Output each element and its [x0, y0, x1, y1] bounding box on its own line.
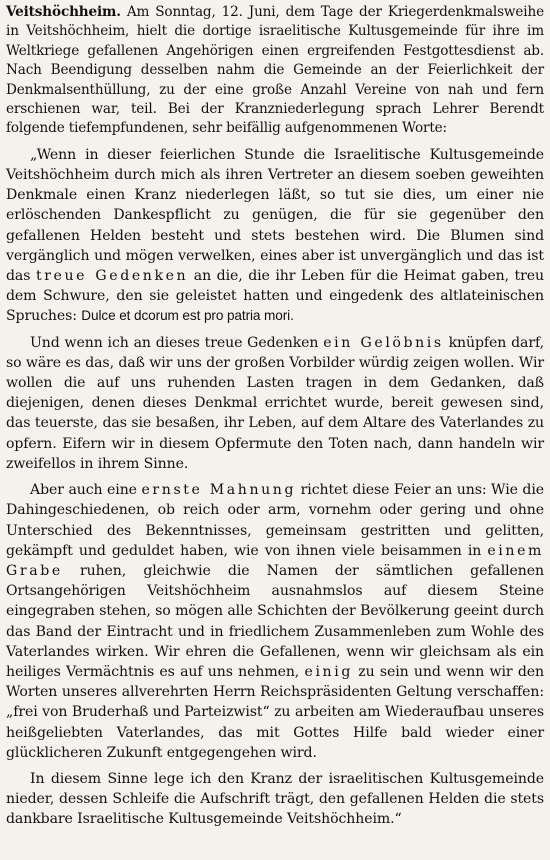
- speech-p3-text: Aber auch eine: [30, 482, 137, 499]
- latin-quote: Dulce et dcorum est pro patria mori.: [81, 308, 294, 324]
- speech-p3-emphasis-3: einig: [304, 663, 353, 680]
- intro-text: Am Sonntag, 12. Juni, dem Tage der Kriegerdenkmalsweihe in Veitshöchheim, hielt die dortige israelitische Kultusgemeinde für ihre im Weltkriege gefallenen Angehörigen einen ergreifenden Festgottesdienst ab. Nach Beendigung desselben nahm die Gemeinde an der Feierlichkeit der Denkmalsenthüllung, zu der eine große Anzahl Vereine von nah und fern erschienen war, teil. Bei der Kranzniederlegung sprach Lehrer Berendt folgende tiefempfundenen, sehr beifällig aufgenommenen Worte:: [6, 4, 545, 137]
- speech-p1-text-2: an die, die ihr Leben für die Heimat gaben, treu dem Schwure, den sie geleistet hatten und eingedenk des altlateinischen Spruches:: [6, 268, 544, 325]
- speech-p1-emphasis: treue Gedenken: [35, 268, 189, 285]
- speech-p3-emphasis-2: einem Grabe: [6, 542, 544, 579]
- speech-p3-text-3: ruhen, gleichwie die Namen der sämtlichen gefallenen Ortsangehörigen Veitshöchheim ausnahmslos auf diesem Steine eingegraben stehen, so mögen alle Schichten der Bevölkerung geeint durch das Band der Eintracht und in friedlichem Zusammenleben zum Wohle des Vaterlandes wirken. Wir ehren die Gefallenen, wenn wir gleichsam als ein heiliges Vermächtnis es auf uns nehmen,: [6, 562, 544, 680]
- speech-p3-emphasis-1: ernste Mahnung: [141, 482, 297, 499]
- speech-p3-text-2: richtet diese Feier an uns: Wie die Dahingeschiedenen, ob reich oder arm, vornehm oder gering und ohne Unterschied des Bekenntnisses, gemeinsam gestritten und gelitten, gekämpft und geduldet haben, wie von ihnen viele beisammen in: [6, 482, 544, 559]
- speech-p3-text-4: zu sein und wenn wir den Worten unseres allverehrten Herrn Reichspräsidenten Geltung verschaffen: „frei von Bruderhaß und Parteizwist“ zu arbeiten am Wiederaufbau unseres heißgeliebten Vaterlandes, das mit Gottes Hilfe bald wieder einer glücklicheren Zukunft entgegengehen wird.: [6, 663, 544, 761]
- speech-paragraph-2: [6, 333, 544, 474]
- speech-p2-text: Und wenn ich an dieses treue Gedenken: [30, 334, 319, 351]
- speech-p2-text-2: knüpfen darf, so wäre es das, daß wir uns der großen Vorbilder würdig zeigen wollen. Wir wollen die auf uns ruhenden Lasten tragen in dem Gedanken, daß diejenigen, denen dieses Denkmal errichtet wurde, bereit gewesen sind, das teuerste, das sie besaßen, ihr Leben, auf dem Altare des Vaterlandes zu opfern. Eifern wir in diesem Opfermute den Toten nach, dann handeln wir zweifellos in ihrem Sinne.: [6, 334, 544, 472]
- speech-p1-text: „Wenn in dieser feierlichen Stunde die Israelitische Kultusgemeinde Veitshöchheim durch mich als ihren Vertreter an diesem soeben geweihten Denkmale einen Kranz niederlegen läßt, so tut sie dies, um einer nie erlöschenden Dankespflicht zu genügen, die für sie gegenüber den gefallenen Helden besteht und stets bestehen wird. Die Blumen sind vergänglich und mögen verwelken, eines aber ist unvergänglich und das ist das: [6, 146, 544, 285]
- speech-paragraph-1: [6, 145, 544, 327]
- speech-paragraph-4: In diesem Sinne lege ich den Kranz der israelitischen Kultusgemeinde nieder, dessen Schleife die Aufschrift trägt, den gefallenen Helden die stets dankbare Israelitische Kultusgemeinde Veitshöchheim.“: [6, 770, 544, 828]
- intro-paragraph: [6, 3, 544, 139]
- dateline: Veitshöchheim.: [6, 4, 121, 20]
- speech-p2-emphasis: ein Gelöbnis: [323, 334, 444, 351]
- speech-paragraph-3: [6, 480, 544, 763]
